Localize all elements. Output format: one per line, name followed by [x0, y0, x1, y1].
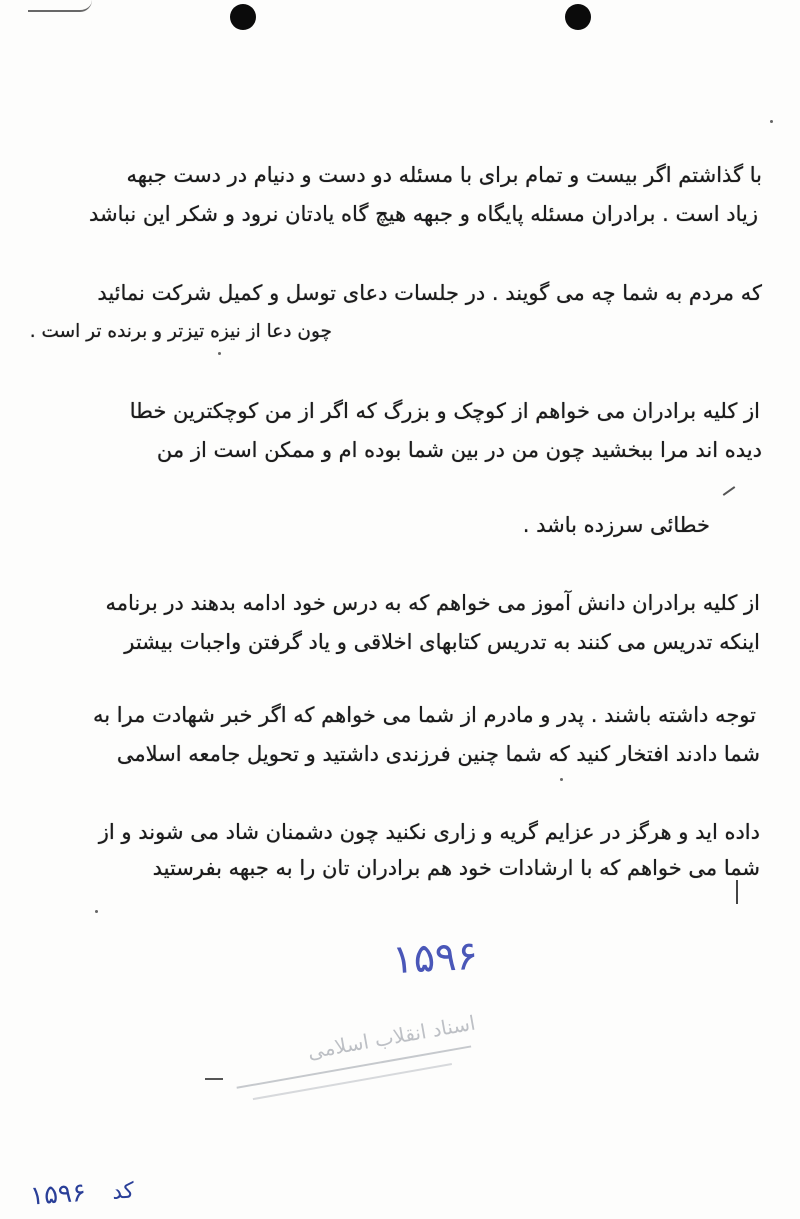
stamp-dash: [205, 1078, 223, 1080]
scan-speck: [770, 120, 773, 123]
bottom-code-annotation: [29, 1174, 135, 1211]
bottom-code-prefix: کد: [111, 1178, 136, 1205]
letter-line: از کلیه برادران می خواهم از کوچک و بزرگ که اگر از من کوچکترین خطا: [129, 399, 760, 423]
letter-line: اینکه تدریس می کنند به تدریس کتابهای اخلاقی و یاد گرفتن واجبات بیشتر: [124, 630, 760, 654]
punch-hole-left: [230, 4, 256, 30]
letter-line: شما دادند افتخار کنید که شما چنین فرزندی داشتید و تحویل جامعه اسلامی: [116, 742, 760, 766]
letter-line: از کلیه برادران دانش آموز می خواهم که به درس خود ادامه بدهند در برنامه: [105, 591, 760, 615]
margin-tick: [736, 880, 738, 904]
letter-line: زیاد است . برادران مسئله پایگاه و جبهه هیچ گاه یادتان نرود و شکر این نباشد: [89, 202, 758, 226]
letter-line: که مردم به شما چه می گویند . در جلسات دعای توسل و کمیل شرکت نمائید: [97, 281, 762, 305]
scan-speck: [218, 352, 221, 355]
page-number-blue: ۱۵۹۶: [390, 932, 480, 984]
corner-pen-mark: [28, 0, 92, 12]
scan-speck: [95, 910, 98, 913]
letter-line: توجه داشته باشند . پدر و مادرم از شما می خواهم که اگر خبر شهادت مرا به: [92, 703, 756, 727]
letter-line: خطائی سرزده باشد .: [522, 513, 710, 537]
letter-line: شما می خواهم که با ارشادات خود هم برادران تان را به جبهه بفرستید: [152, 856, 760, 880]
stamp-underline: [253, 1063, 452, 1100]
letter-line: چون دعا از نیزه تیزتر و برنده تر است .: [29, 321, 332, 342]
letter-line: با گذاشتم اگر بیست و تمام برای با مسئله دو دست و دنیام در دست جبهه: [126, 163, 762, 187]
archive-stamp: [224, 1009, 483, 1116]
letter-line: داده اید و هرگز در عزایم گریه و زاری نکنید چون دشمنان شاد می شوند و از: [98, 820, 760, 844]
scan-mark: [723, 486, 736, 496]
archive-stamp-text: اسناد انقلاب اسلامی: [305, 1010, 478, 1064]
punch-hole-right: [565, 4, 591, 30]
letter-line: دیده اند مرا ببخشید چون من در بین شما بوده ام و ممکن است از من: [156, 438, 762, 462]
scan-speck: [560, 778, 563, 781]
bottom-code-number: ۱۵۹۶: [29, 1177, 87, 1212]
